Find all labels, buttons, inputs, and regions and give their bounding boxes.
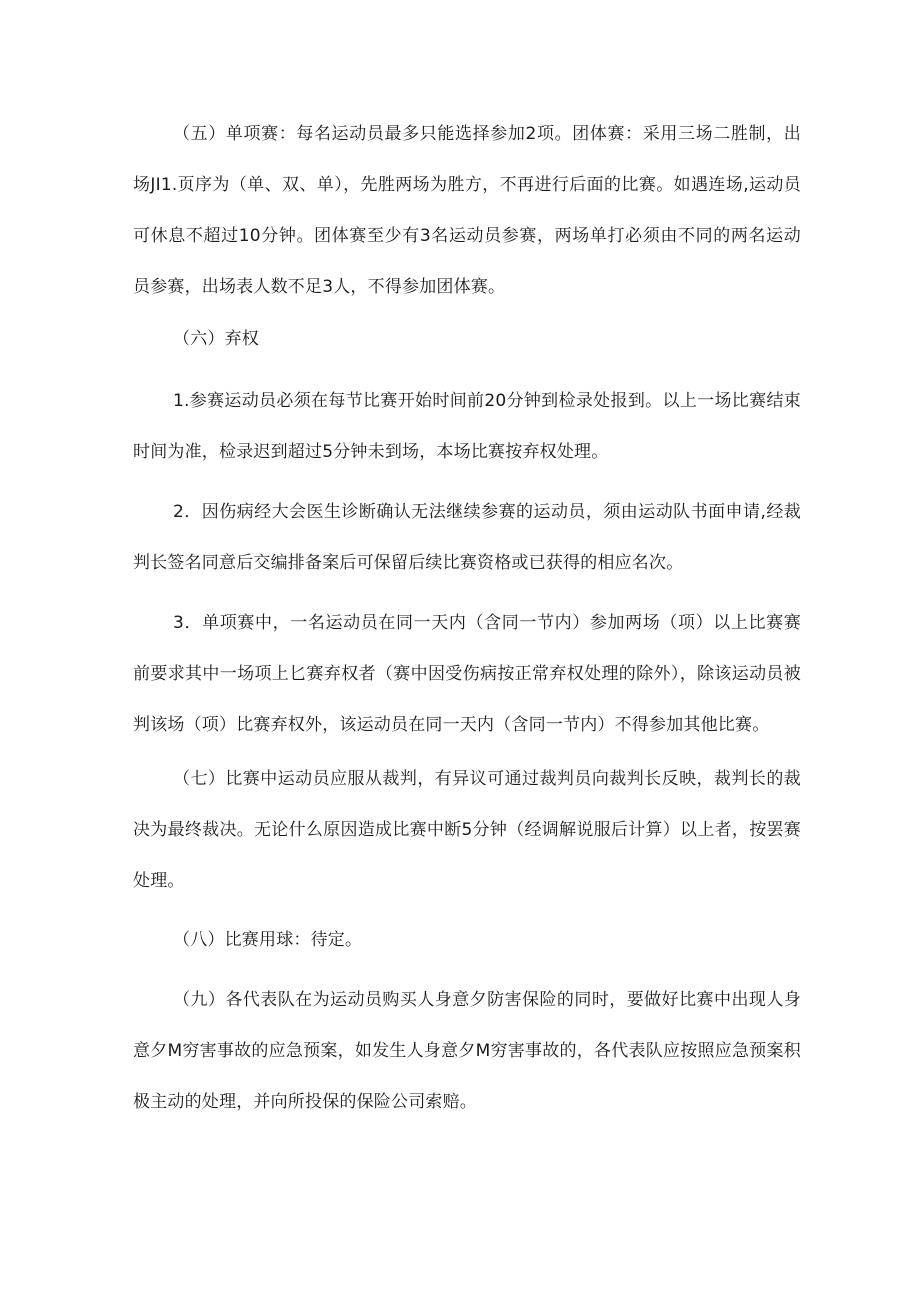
paragraph-referee-rules: （七）比赛中运动员应服从裁判，有异议可通过裁判员向裁判长反映，裁判长的裁决为最终裁决。无论什么原因造成比赛中断5分钟（经调解说服后计算）以上者，按罢赛处理。 <box>133 769 801 891</box>
paragraph-singles-team-rules: （五）单项赛：每名运动员最多只能选择参加2项。团体赛：采用三场二胜制，出场JI1.页序为（单、双、单），先胜两场为胜方，不再进行后面的比赛。如遇连场,运动员可休息不超过10分钟。团体赛至少有3名运动员参赛，两场单打必须由不同的两名运动员参赛，出场表人数不足3人，不得参加团体赛。 <box>133 124 801 297</box>
paragraph-forfeit-rule-3: 3．单项赛中，一名运动员在同一天内（含同一节内）参加两场（项）以上比赛赛前要求其中一场项上匕赛弃权者（赛中因受伤病按正常弃权处理的除外），除该运动员被判该场（项）比赛弃权外，该运动员在同一天内（含同一节内）不得参加其他比赛。 <box>133 613 801 735</box>
paragraph-forfeit-rule-2: 2．因伤病经大会医生诊断确认无法继续参赛的运动员，须由运动队书面申请,经裁判长签名同意后交编排备案后可保留后续比赛资格或已获得的相应名次。 <box>133 502 801 573</box>
paragraph-forfeit-heading: （六）弃权 <box>173 329 259 349</box>
paragraph-forfeit-rule-1: 1.参赛运动员必须在每节比赛开始时间前20分钟到检录处报到。以上一场比赛结束时间为准，检录迟到超过5分钟未到场，本场比赛按弃权处理。 <box>133 391 801 462</box>
paragraph-match-ball: （八）比赛用球：待定。 <box>173 930 363 950</box>
paragraph-insurance: （九）各代表队在为运动员购买人身意夕防害保险的同时，要做好比赛中出现人身意夕M穷害事故的应急预案，如发生人身意夕M穷害事故的，各代表队应按照应急预案积极主动的处理，并向所投保的保险公司索赔。 <box>133 990 801 1112</box>
